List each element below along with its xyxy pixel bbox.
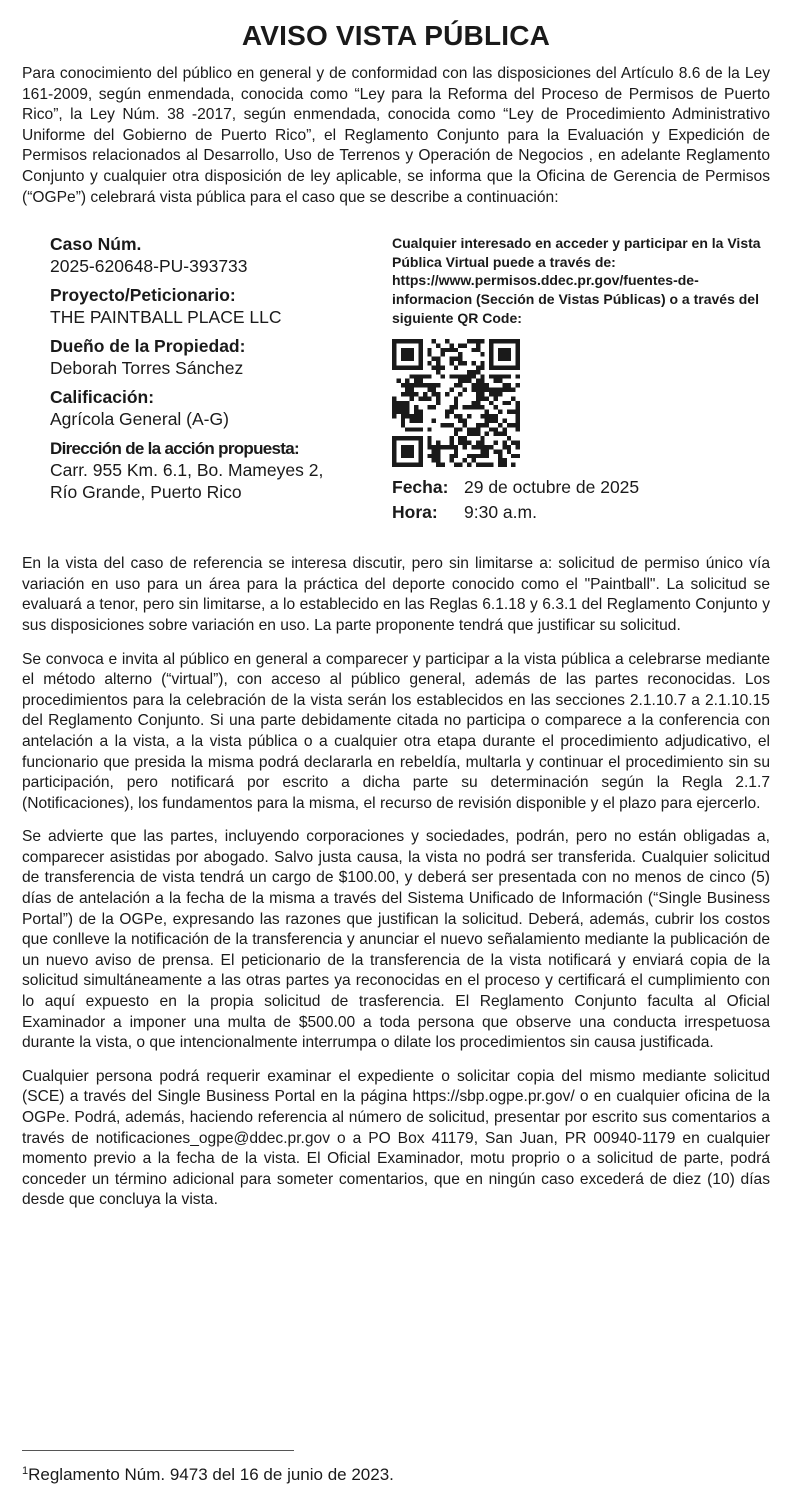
project-value: THE PAINTBALL PLACE LLC [50, 307, 282, 328]
rating-label: Calificación: [50, 387, 155, 408]
paragraph-convocation: Se convoca e invita al público en general a comparecer y participar a la vista pública a celebrarse mediante el método alterno (“virtual”), con acceso al público general, además de las partes reconocidas. Los procedimientos para la celebración de la vista serán los establecidos en las secciones 2.1.10.7 a 2.1.10.15 del Reglamento Conjunto. Si una parte debidamente citada no participa o comparece a la conferencia con antelación a la vista, a la vista pública o a cualquier otra etapa durante el procedimiento adjudicativo, el funcionario que presida la misma podrá declararla en rebeldía, multarla y continuar el procedimiento sin su participación, pero notificará por escrito a dicha parte su determinación según la Regla 2.1.7 (Notificaciones), los fundamentos para la misma, el recurso de revisión disponible y el plazo para ejercerlo. [22, 650, 770, 812]
hearing-time-row [392, 500, 770, 525]
hearing-date-row [392, 475, 770, 500]
footnote [22, 1460, 394, 1486]
case-number-value: 2025-620648-PU-393733 [50, 256, 248, 277]
time-label: Hora: [392, 502, 438, 523]
paragraph-discussion: En la vista del caso de referencia se interesa discutir, pero sin limitarse a: solicitud de permiso único vía variación en uso para un área para la práctica del deporte conocido como el "Paintball". La solicitud se evaluará a tenor, pero sin limitarse, a lo establecido en las Reglas 6.1.18 y 6.3.1 del Reglamento Conjunto y sus disposiciones sobre variación en uso. La parte proponente tendrá que justificar su solicitud. [22, 555, 770, 634]
virtual-info-column [392, 234, 770, 540]
case-number-label: Caso Núm. [50, 234, 142, 255]
body-text [22, 554, 770, 1211]
virtual-access-notice: Cualquier interesado en acceder y participar en la Vista Pública Virtual puede a través de: https://www.permisos.ddec.pr.gov/fuentes-de-informacion (Sección de Vistas Públicas) o a través del siguiente QR Code: [392, 235, 761, 326]
qr-code-icon[interactable] [392, 339, 520, 467]
address-field [50, 438, 350, 503]
time-value: 9:30 a.m. [464, 502, 537, 523]
footnote-text: Reglamento Núm. 9473 del 16 de junio de 2023. [28, 1465, 394, 1484]
date-label: Fecha: [392, 477, 449, 498]
footnote-marker: 1 [22, 1465, 29, 1477]
address-line-1: Carr. 955 Km. 6.1, Bo. Mameyes 2, [50, 460, 324, 481]
rating-value: Agrícola General (A-G) [50, 409, 229, 430]
rating-field [50, 387, 350, 430]
case-details [50, 234, 770, 540]
date-value: 29 de octubre de 2025 [464, 477, 640, 498]
case-info-column [50, 234, 350, 540]
case-number-field [50, 234, 350, 277]
address-label: Dirección de la acción propuesta: [50, 439, 299, 459]
owner-value: Deborah Torres Sánchez [50, 358, 244, 379]
owner-label: Dueño de la Propiedad: [50, 336, 246, 357]
paragraph-records: Cualquier persona podrá requerir examinar el expediente o solicitar copia del mismo mediante solicitud (SCE) a través del Single Business Portal en la página https://sbp.ogpe.pr.gov/ o en cualquier oficina de la OGPe. Podrá, además, haciendo referencia al número de solicitud, presentar por escrito sus comentarios a través de notificaciones_ogpe@ddec.pr.gov o a PO Box 41179, San Juan, PR 00940-1179 en cualquier momento previo a la fecha de la vista. El Oficial Examinador, motu proprio o a solicitud de parte, podrá conceder un término adicional para someter comentarios, que en ningún caso excederá de diez (10) días desde que concluya la vista. [22, 1067, 770, 1209]
footnote-divider [22, 1450, 294, 1451]
project-label: Proyecto/Peticionario: [50, 285, 236, 306]
intro-paragraph: Para conocimiento del público en general y de conformidad con las disposiciones del Artículo 8.6 de la Ley 161-2009, según enmendada, conocida como “Ley para la Reforma del Proceso de Permisos de Puerto Rico”, la Ley Núm. 38 -2017, según enmendada, conocida como “Ley de Procedimiento Administrativo Uniforme del Gobierno de Puerto Rico”, el Reglamento Conjunto para la Evaluación y Expedición de Permisos relacionados al Desarrollo, Uso de Terrenos y Operación de Negocios , en adelante Reglamento Conjunto y cualquier otra disposición de ley aplicable, se informa que la Oficina de Gerencia de Permisos (“OGPe”) celebrará vista pública para el caso que se describe a continuación: [22, 65, 770, 206]
address-line-2: Río Grande, Puerto Rico [50, 482, 242, 503]
project-field [50, 285, 350, 328]
owner-field [50, 336, 350, 379]
page-title: AVISO VISTA PÚBLICA [241, 20, 551, 51]
paragraph-warnings: Se advierte que las partes, incluyendo corporaciones y sociedades, podrán, pero no están obligadas a, comparecer asistidas por abogado. Salvo justa causa, la vista no podrá ser transferida. Cualquier solicitud de transferencia de vista tendrá un cargo de $100.00, y deberá ser presentada con no menos de cinco (5) días de antelación a la fecha de la misma a través del Sistema Unificado de Información (“Single Business Portal”) de la OGPe, expresando las razones que justifican la solicitud. Deberá, además, cubrir los costos que conlleve la notificación de la transferencia y anunciar el nuevo señalamiento mediante la publicación de un nuevo aviso de prensa. El peticionario de la transferencia de la vista notificará y enviará copia de la solicitud simultáneamente a las otras partes ya reconocidas en el proceso y certificará el cumplimiento con lo aquí expuesto en la propia solicitud de trasferencia. El Reglamento Conjunto faculta al Oficial Examinador a imponer una multa de $500.00 a toda persona que observe una conducta irrespetuosa durante la vista, o que intencionalmente interrumpa o dilate los procedimientos sin causa justificada. [22, 828, 770, 1052]
